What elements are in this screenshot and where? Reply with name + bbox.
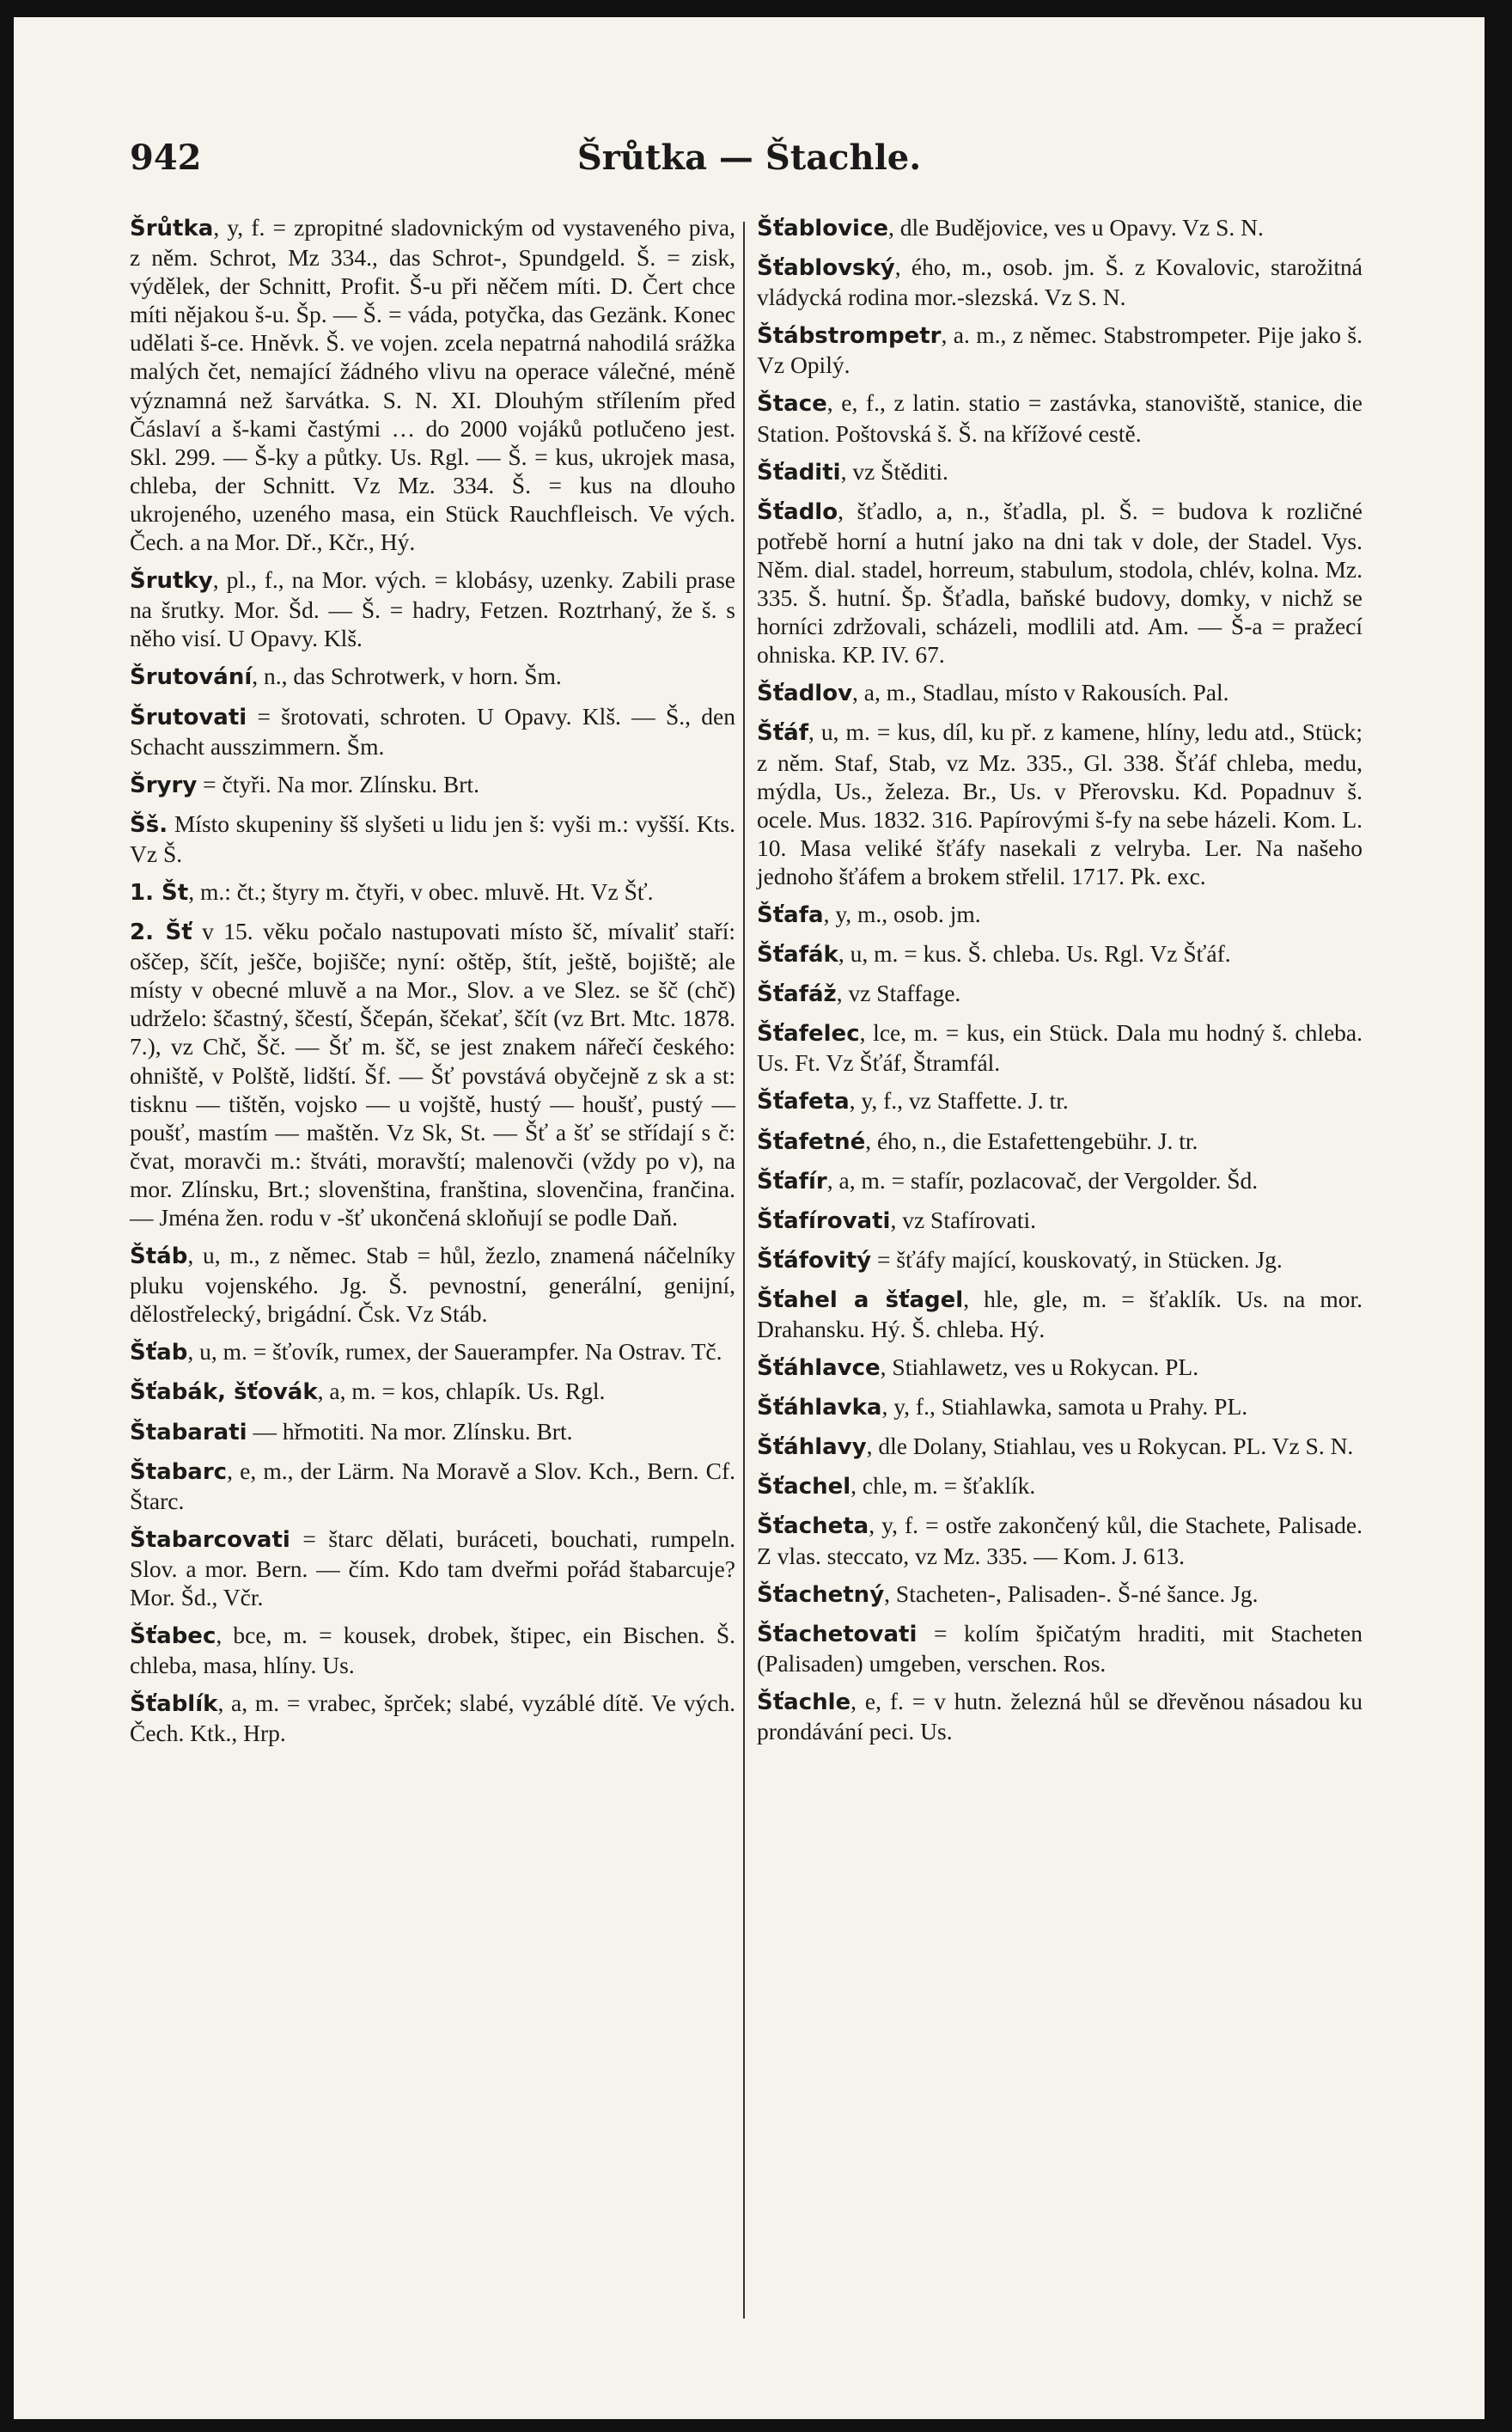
entry-headword: Šš. [130, 811, 168, 838]
dictionary-entry [757, 321, 1363, 379]
dictionary-entry [757, 1580, 1363, 1610]
entry-text: = šrotovati, schroten. U Opavy. Klš. — Š., den Schacht ausszimmern. Šm. [130, 702, 735, 760]
dictionary-entry [130, 702, 735, 761]
entry-headword: Šťafelec [757, 1021, 860, 1048]
entry-text: , chle, m. = šťaklík. [850, 1472, 1036, 1500]
dictionary-entry [757, 678, 1363, 708]
dictionary-entry [130, 917, 735, 1231]
entry-headword: Šťáhlavka [757, 1395, 882, 1421]
dictionary-entry [130, 1241, 735, 1328]
dictionary-entry [130, 1525, 735, 1611]
entry-headword: Šťabák, šťovák [130, 1379, 318, 1406]
entry-text: , pl., f., na Mor. vých. = klobásy, uzenky. Zabili prase na šrutky. Mor. Šd. — Š. = hadry, Fetzen. Roztrhaný, že š. s něho visí. U Opavy. Klš. [130, 566, 735, 652]
dictionary-entry [757, 1086, 1363, 1116]
entry-headword: Šťablovice [757, 216, 888, 241]
entry-text: , vz Štěditi. [840, 457, 948, 485]
entry-headword: Šťafák [757, 942, 838, 969]
dictionary-entry [130, 1689, 735, 1747]
entry-headword: Šťafetné [757, 1128, 866, 1155]
dictionary-entry [757, 979, 1363, 1009]
entry-text: , u, m. = kus, díl, ku př. z kamene, hlíny, ledu atd., Stück; z něm. Staf, Stab, vz Mz. 335., Gl. 338. Šťáf chleba, medu, mýdla, Us., železa. Br., Us. v Přerovsku. Kd. Popadnuv š. ocele. Mus. 1832. 316. Papírovými š-fy na sebe házeli. Kom. L. 10. Masa veliké šťáfy nasekali z velryba. Ler. Na našeho jednoho šťáfem a brokem střelil. 1717. Pk. exc. [757, 718, 1363, 889]
dictionary-entry [757, 1285, 1363, 1343]
entry-headword: Šťablovský [757, 255, 895, 282]
entry-headword: Štáb [130, 1243, 188, 1270]
entry-headword: Šťáhlavy [757, 1434, 867, 1461]
entry-text: , e, f., z latin. statio = zastávka, stanoviště, stanice, die Station. Poštovská š. Š. na křížové cestě. [757, 389, 1363, 447]
dictionary-entry [130, 770, 735, 800]
entry-text: = šťáfy mající, kouskovatý, in Stücken. Jg. [871, 1245, 1283, 1273]
entry-text: , Stiahlawetz, ves u Rokycan. PL. [880, 1353, 1199, 1381]
entry-headword: Šťafír [757, 1168, 827, 1195]
entry-text: , ého, n., die Estafettengebühr. J. tr. [865, 1127, 1198, 1154]
entry-text: , y, f. = ostře zakončený kůl, die Stachete, Palisade. Z vlas. steccato, vz Mz. 335. — Kom. J. 613. [757, 1512, 1363, 1569]
entry-headword: Šťafeta [757, 1089, 850, 1115]
entry-headword: Šťahel a šťagel [757, 1286, 964, 1313]
entry-headword: Šťafírovati [757, 1207, 891, 1234]
dictionary-entry [757, 457, 1363, 487]
entry-text: , vz Stafírovati. [890, 1206, 1036, 1233]
entry-text: = čtyři. Na mor. Zlínsku. Brt. [197, 770, 479, 797]
entry-headword: Šťaditi [757, 459, 841, 486]
entry-headword: Štabarati [130, 1419, 247, 1445]
dictionary-entry [757, 1353, 1363, 1383]
entry-text: , n., das Schrotwerk, v horn. Šm. [252, 663, 562, 690]
dictionary-entry [130, 1621, 735, 1679]
entry-text: = kolím špičatým hraditi, mit Stacheten (Palisaden) umgeben, verschen. Ros. [757, 1619, 1363, 1677]
entry-headword: Štace [757, 391, 827, 418]
entry-headword: 2. Šť [130, 920, 192, 946]
entry-text: , u, m. = šťovík, rumex, der Sauerampfer. Na Ostrav. Tč. [187, 1338, 722, 1366]
entry-headword: Šťachetný [757, 1581, 885, 1608]
entry-text: , y, f. = zpropitné sladovnickým od vystaveného piva, z něm. Schrot, Mz 334., das Schrot-, Spundgeld. Š. = zisk, výdělek, der Schnitt, Profit. Š-u při něčem míti. D. Čert chce míti nějakou š-u. Šp. — Š. = váda, potyčka, das Gezänk. Konec udělati š-ce. Hněvk. Š. ve vojen. zcela nepatrná nahodilá srážka malých čet, nemající žádného vlivu na operace válečné, méně významná než šarvátka. S. N. XI. Dlouhým střílením před Čáslaví a š-kami častými … do 2000 vojáků potlučeno jest. Skl. 299. — Š-ky a půtky. Us. Rgl. — Š. = kus, ukrojek masa, chleba, der Schnitt. Vz Mz. 334. Š. = kus na dlouho ukrojeného, uzeného masa, ein Stück Rauchfleisch. Ve vých. Čech. a na Mor. Dř., Kčr., Hý. [130, 214, 735, 556]
entry-text: , m.: čt.; štyry m. čtyři, v obec. mluvě. Ht. Vz Šť. [188, 877, 654, 905]
dictionary-entry [130, 877, 735, 907]
dictionary-page [14, 17, 1485, 2419]
dictionary-entry [130, 565, 735, 652]
entry-headword: Šťáfovitý [757, 1247, 872, 1274]
entry-text: , u, m., z němec. Stab = hůl, žezlo, znamená náčelníky pluku vojenského. Jg. Š. pevnostní, generální, genijní, dělostřelecký, brigádní. Čsk. Vz Stáb. [130, 1242, 735, 1328]
dictionary-entry [130, 1457, 735, 1515]
entry-headword: 1. Št [130, 879, 189, 906]
entry-headword: Šťabec [130, 1623, 216, 1650]
dictionary-entry [757, 1018, 1363, 1077]
dictionary-entry [757, 1206, 1363, 1236]
entry-text: , ého, m., osob. jm. Š. z Kovalovic, starožitná vládycká rodina mor.-slezská. Vz S. N. [757, 254, 1363, 311]
entry-text: , Stacheten-, Palisaden-. Š-né šance. Jg. [884, 1580, 1259, 1607]
entry-text: , y, m., osob. jm. [823, 900, 981, 927]
dictionary-entry [130, 1417, 735, 1447]
column-divider [743, 222, 745, 2319]
entry-text: , a. m., z němec. Stabstrompeter. Pije jako š. Vz Opilý. [757, 321, 1363, 379]
entry-text: , e, f. = v hutn. železná hůl se dřevěnou násadou ku prondávání peci. Us. [757, 1687, 1363, 1745]
entry-text: , šťadlo, a, n., šťadla, pl. Š. = budova k rozličné potřebě horní a hutní jako na dni tak v dole, der Stadel. Vys. Něm. dial. stadel, horreum, stabulum, stodola, chlév, kolna. Mz. 335. Š. hutní. Šp. Šťadla, baňské budovy, domky, v nichž se horníci zdržovali, scházeli, modlili atd. Am. — Š-a = pražecí ohniska. KP. IV. 67. [757, 497, 1363, 669]
right-column [757, 213, 1363, 1755]
entry-text: , lce, m. = kus, ein Stück. Dala mu hodný š. chleba. Us. Ft. Vz Šťáf, Štramfál. [757, 1019, 1363, 1077]
entry-headword: Šťadlo [757, 498, 838, 525]
entry-text: , y, f., vz Staffette. J. tr. [849, 1087, 1069, 1115]
entry-headword: Šťafáž [757, 981, 837, 1008]
dictionary-entry [757, 1245, 1363, 1275]
entry-headword: Šťacheta [757, 1513, 869, 1540]
dictionary-entry [757, 718, 1363, 890]
dictionary-entry [757, 1392, 1363, 1422]
entry-headword: Šrůtka [130, 216, 214, 241]
entry-text: , vz Staffage. [836, 980, 961, 1007]
dictionary-entry [757, 900, 1363, 930]
dictionary-entry [757, 497, 1363, 669]
entry-headword: Šťafa [757, 901, 824, 928]
entry-text: v 15. věku počalo nastupovati místo šč, mívaliť staří: oščep, ščít, ješče, bojišče; nyní: oštěp, štít, ještě, bojiště; ale místy v obecné mluvě a na Mor., Slov. a ve Slez. se šč (chč) udrželo: ščastný, ščestí, Ščepán, ščekať, ščít (vz Brt. Mtc. 1878. 7.), vz Chč, Šč. — Šť m. šč, se jest znakem nářečí českého: ohniště, v Polště, lidští. Šf. — Šť povstává obyčejně z sk a st: tisknu — tištěn, vojsko — u vojště, hustý — houšť, pustý — poušť, mastím — maštěn. Vz Sk, St. — Šť a šť se střídají s č: čvat, moravči m.: štváti, moravští; malenovči (vždy po v), na mor. Zlínsku, Brt.; slovenština, franština, slovenčina, frančina. — Jména žen. rodu v -šť ukončená skloňují se podle Daň. [130, 918, 735, 1231]
entry-headword: Šrutky [130, 568, 213, 595]
entry-headword: Šrutovati [130, 704, 247, 730]
dictionary-entry [757, 1471, 1363, 1501]
dictionary-entry [757, 213, 1363, 243]
entry-text: , a, m. = kos, chlapík. Us. Rgl. [317, 1378, 606, 1405]
dictionary-entry [757, 1619, 1363, 1677]
entry-text: , e, m., der Lärm. Na Moravě a Slov. Kch., Bern. Cf. Štarc. [130, 1457, 735, 1514]
dictionary-entry [130, 213, 735, 556]
entry-text: , u, m. = kus. Š. chleba. Us. Rgl. Vz Šťáf. [838, 940, 1231, 968]
entry-headword: Šťablík [130, 1691, 218, 1718]
entry-text: , bce, m. = kousek, drobek, štipec, ein Bischen. Š. chleba, masa, hlíny. Us. [130, 1622, 735, 1679]
dictionary-entry [757, 1511, 1363, 1569]
dictionary-entry [757, 388, 1363, 447]
entry-headword: Šťáhlavce [757, 1355, 881, 1382]
entry-headword: Štabarc [130, 1458, 228, 1485]
entry-headword: Šťáf [757, 720, 809, 747]
page-number: 942 [130, 137, 202, 178]
left-column [130, 213, 735, 1757]
entry-text: Místo skupeniny šš slyšeti u lidu jen š: vyši m.: vyšší. Kts. Vz Š. [130, 810, 735, 867]
entry-headword: Šťab [130, 1340, 188, 1366]
entry-headword: Štabarcovati [130, 1526, 290, 1553]
entry-headword: Šťadlov [757, 681, 853, 707]
entry-text: — hřmotiti. Na mor. Zlínsku. Brt. [247, 1417, 573, 1445]
dictionary-entry [757, 1432, 1363, 1462]
dictionary-entry [757, 253, 1363, 311]
entry-headword: Šťachle [757, 1689, 851, 1715]
dictionary-entry [757, 1687, 1363, 1745]
dictionary-entry [130, 662, 735, 692]
entry-text: , y, f., Stiahlawka, samota u Prahy. PL. [881, 1393, 1248, 1421]
entry-headword: Šťachel [757, 1474, 851, 1500]
page-header [14, 120, 1485, 180]
entry-headword: Štábstrompetr [757, 323, 942, 350]
dictionary-entry [757, 1166, 1363, 1196]
entry-text: , hle, gle, m. = šťaklík. Us. na mor. Drahansku. Hý. Š. chleba. Hý. [757, 1285, 1363, 1342]
entry-headword: Šrutování [130, 664, 253, 691]
entry-text: , dle Budějovice, ves u Opavy. Vz S. N. [888, 214, 1264, 241]
entry-text: , a, m., Stadlau, místo v Rakousích. Pal. [852, 679, 1229, 706]
page-title: Šrůtka — Štachle. [576, 137, 922, 178]
dictionary-entry [130, 1337, 735, 1367]
dictionary-entry [130, 1377, 735, 1407]
entry-text: , a, m. = stafír, pozlacovač, der Vergolder. Šd. [826, 1166, 1259, 1194]
dictionary-entry [130, 810, 735, 868]
entry-headword: Šťachetovati [757, 1621, 918, 1647]
entry-headword: Šryry [130, 772, 198, 798]
entry-text: , a, m. = vrabec, šprček; slabé, vyzáblé dítě. Ve vých. Čech. Ktk., Hrp. [130, 1690, 735, 1747]
entry-text: , dle Dolany, Stiahlau, ves u Rokycan. PL. Vz S. N. [866, 1433, 1354, 1460]
dictionary-entry [757, 1127, 1363, 1157]
dictionary-entry [757, 939, 1363, 969]
entry-text: = štarc dělati, buráceti, bouchati, rumpeln. Slov. a mor. Bern. — čím. Kdo tam dveřmi pořád štabarcuje? Mor. Šd., Včr. [130, 1525, 735, 1611]
